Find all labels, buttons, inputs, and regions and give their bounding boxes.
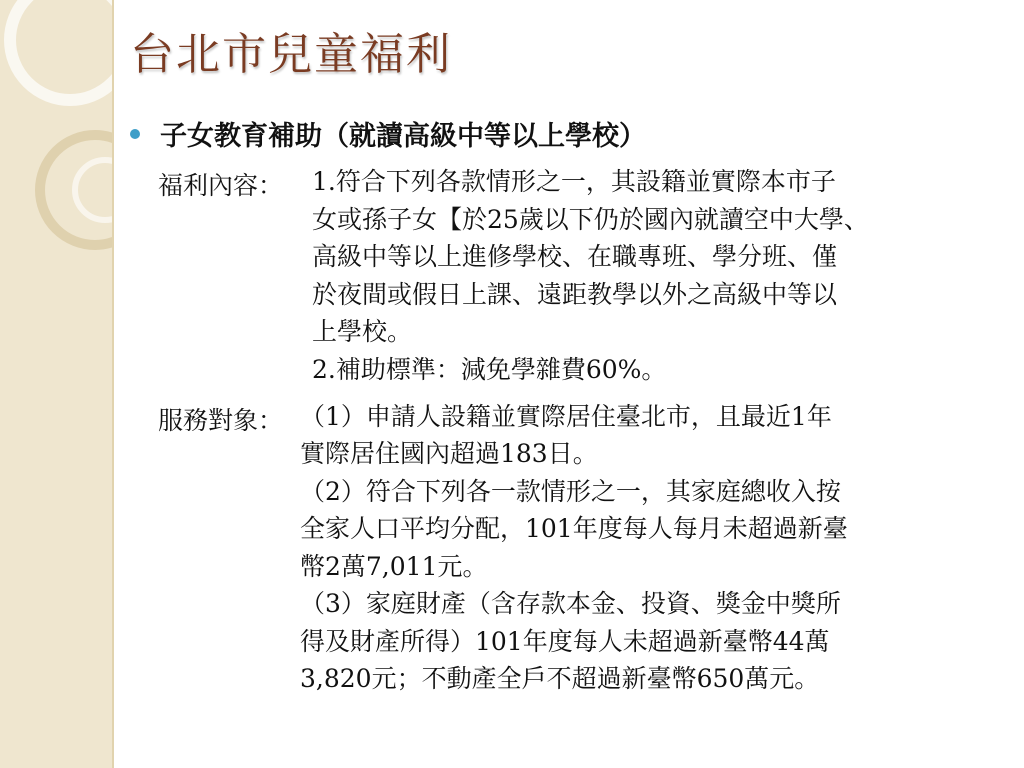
service-line: 幣2萬7,011元。 <box>300 551 488 581</box>
bullet-text: 子女教育補助（就讀高級中等以上學校） <box>160 121 646 152</box>
service-line: 全家人口平均分配，101年度每人每月未超過新臺 <box>300 514 848 543</box>
service-line: 3,820元；不動產全戶不超過新臺幣650萬元。 <box>300 664 820 693</box>
content-line: 高級中等以上進修學校、在職專班、學分班、僅 <box>312 242 838 271</box>
service-text <box>300 435 848 698</box>
service-line: （3）家庭財產（含存款本金、投資、獎金中獎所 <box>300 589 841 618</box>
bullet-icon <box>130 129 140 139</box>
decorative-circles <box>0 0 112 768</box>
service-label: 服務對象： <box>158 406 284 435</box>
service-line: 得及財產所得）101年度每人未超過新臺幣44萬 <box>300 626 830 656</box>
content-line: 2.補助標準：減免學雜費60%。 <box>312 354 667 384</box>
slide-title: 台北市兒童福利 <box>130 29 452 80</box>
service-first-line: （1）申請人設籍並實際居住臺北市，且最近1年 <box>300 402 832 431</box>
content-line: 於夜間或假日上課、遠距教學以外之高級中等以 <box>312 279 838 309</box>
decorative-sidebar <box>0 0 114 768</box>
content-text <box>312 163 869 388</box>
content-line: 上學校。 <box>312 317 413 346</box>
content-line: 1.符合下列各款情形之一，其設籍並實際本市子 <box>312 167 836 196</box>
service-line: 實際居住國內超過183日。 <box>300 439 598 468</box>
content-line: 女或孫子女【於25歲以下仍於國內就讀空中大學、 <box>312 204 869 234</box>
service-line: （2）符合下列各一款情形之一，其家庭總收入按 <box>300 476 841 506</box>
content-label: 福利內容： <box>158 171 284 200</box>
bullet-item <box>130 114 646 153</box>
